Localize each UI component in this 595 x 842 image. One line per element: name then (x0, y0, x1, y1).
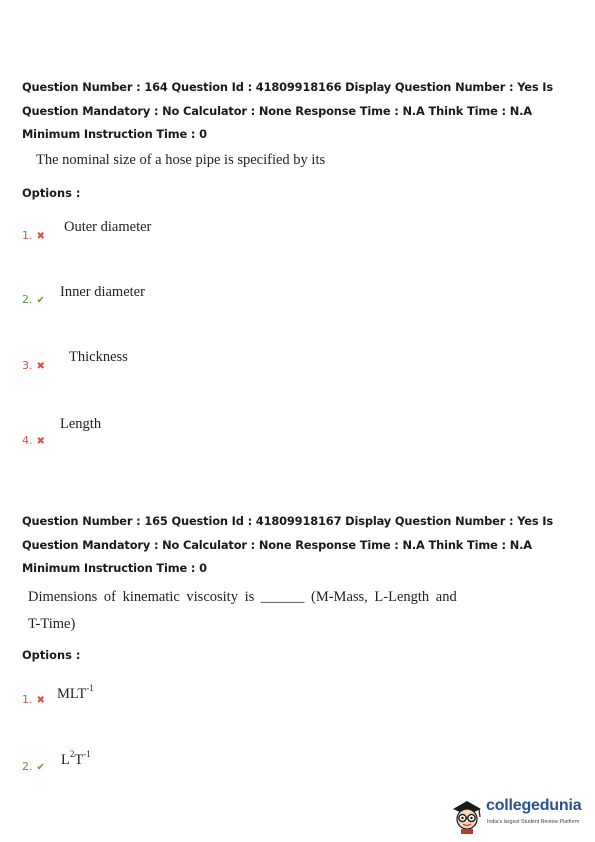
q164-option-4-number: 4. ✖ (22, 434, 45, 447)
mascot-icon (449, 795, 485, 835)
q165-option-1-text: $MLT^{-1}$ (57, 683, 94, 702)
cross-icon: ✖ (36, 695, 45, 706)
question-165-options-label: Options : (22, 648, 81, 662)
q164-option-2-number: 2. ✔ (22, 293, 45, 306)
cross-icon: ✖ (36, 231, 45, 242)
collegedunia-logo (449, 795, 595, 835)
question-164-text: The nominal size of a hose pipe is specified by its (36, 152, 326, 168)
logo-name: collegedunia (486, 797, 582, 814)
q164-option-4-text: Length (60, 416, 102, 432)
question-164-header: Question Number : 164 Question Id : 41809918166 Display Question Number : Yes Is Question Mandatory : No Calculator : None Response Time : N.A Think Time : N.A Minimum Instruction Time : 0 (22, 80, 554, 141)
q164-option-1-number: 1. ✖ (22, 229, 45, 242)
question-165-text: Dimensions of kinematic viscosity is ______ (M-Mass, L-Length and T-Time) (28, 589, 457, 632)
q165-option-1-number: 1. ✖ (22, 693, 45, 706)
cross-icon: ✖ (36, 436, 45, 447)
q165-option-2-number: 2. ✔ (22, 760, 45, 773)
logo-tagline: India's largest Student Review Platform (487, 819, 580, 825)
q164-option-1-text: Outer diameter (64, 219, 152, 235)
check-icon: ✔ (36, 762, 45, 773)
q164-option-2-text: Inner diameter (60, 284, 145, 300)
q165-option-2-text: $L^2T^{-1}$ (61, 749, 91, 768)
q164-option-3-number: 3. ✖ (22, 359, 45, 372)
check-icon: ✔ (36, 295, 45, 306)
q164-option-3-text: Thickness (69, 349, 128, 365)
cross-icon: ✖ (36, 361, 45, 372)
question-165-header: Question Number : 165 Question Id : 41809918167 Display Question Number : Yes Is Question Mandatory : No Calculator : None Response Time : N.A Think Time : N.A Minimum Instruction Time : 0 (22, 514, 554, 575)
question-164-options-label: Options : (22, 186, 81, 200)
